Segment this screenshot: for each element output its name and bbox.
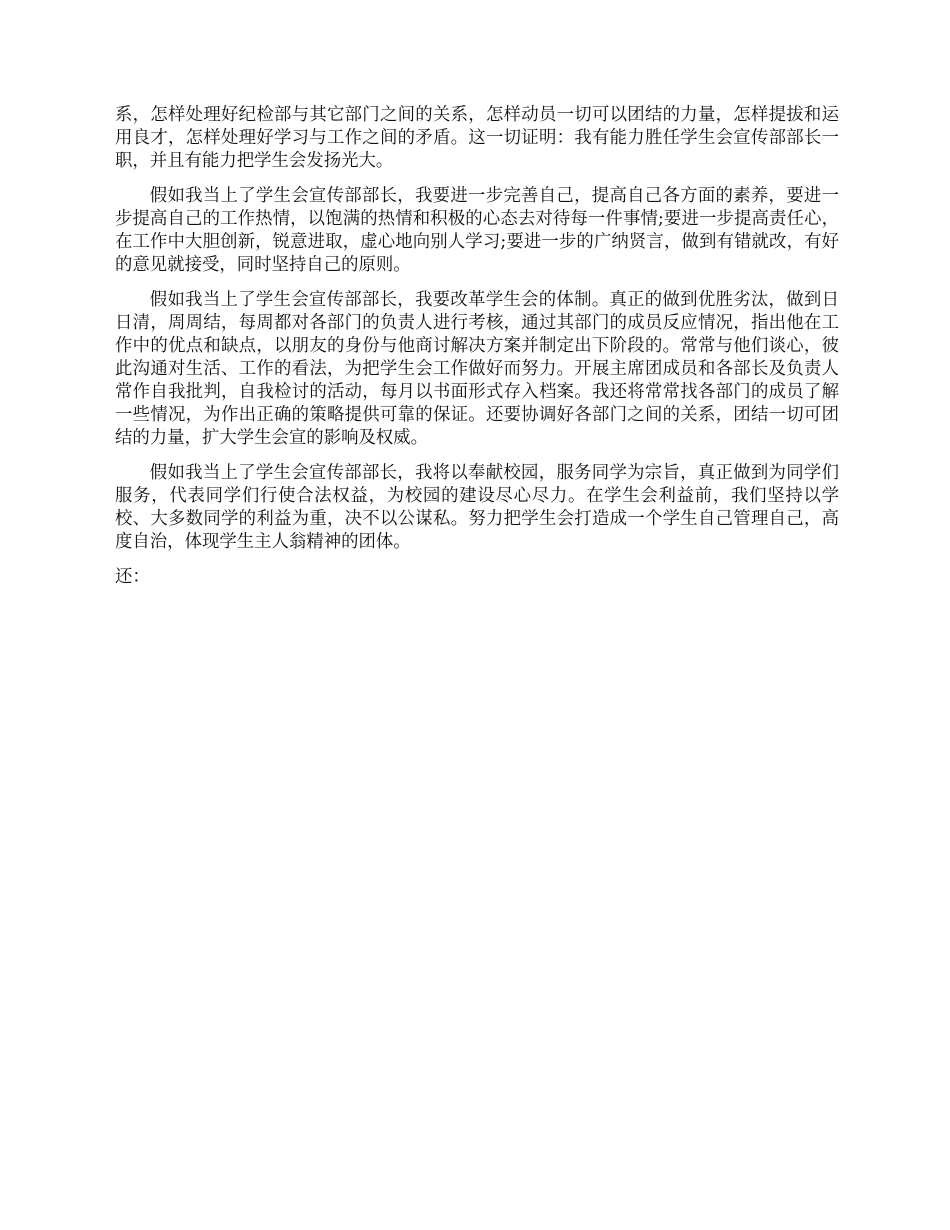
paragraph-reform: 假如我当上了学生会宣传部部长，我要改革学生会的体制。真正的做到优胜劣汰，做到日日清，周周结，每周都对各部门的负责人进行考核，通过其部门的成员反应情况，指出他在工作中的优点和缺点，以朋友的身份与他商讨解决方案并制定出下阶段的。常常与他们谈心，彼此沟通对生活、工作的看法，为把学生会工作做好而努力。开展主席团成员和各部长及负责人常作自我批判，自我检讨的活动，每月以书面形式存入档案。我还将常常找各部门的成员了解一些情况，为作出正确的策略提供可靠的保证。还要协调好各部门之间的关系，团结一切可团结的力量，扩大学生会宣的影响及权威。 [115,290,839,448]
paragraph-continuation: 系，怎样处理好纪检部与其它部门之间的关系，怎样动员一切可以团结的力量，怎样提拔和运用良才，怎样处理好学习与工作之间的矛盾。这一切证明：我有能力胜任学生会宣传部部长一职，并且有能力把学生会发扬光大。 [115,105,839,171]
paragraph-self-improvement: 假如我当上了学生会宣传部部长，我要进一步完善自己，提高自己各方面的素养，要进一步提高自己的工作热情，以饱满的热情和积极的心态去对待每一件事情;要进一步提高责任心，在工作中大胆创新，锐意进取，虚心地向别人学习;要进一步的广纳贤言，做到有错就改，有好的意见就接受，同时坚持自己的原则。 [115,186,839,275]
paragraph-service: 假如我当上了学生会宣传部部长，我将以奉献校园，服务同学为宗旨，真正做到为同学们服务，代表同学们行使合法权益，为校园的建设尽心尽力。在学生会利益前，我们坚持以学校、大多数同学的利益为重，决不以公谋私。努力把学生会打造成一个学生自己管理自己，高度自治，体现学生主人翁精神的团体。 [115,463,839,552]
document-body [115,104,839,601]
paragraph-trailing: 还： [115,567,150,587]
